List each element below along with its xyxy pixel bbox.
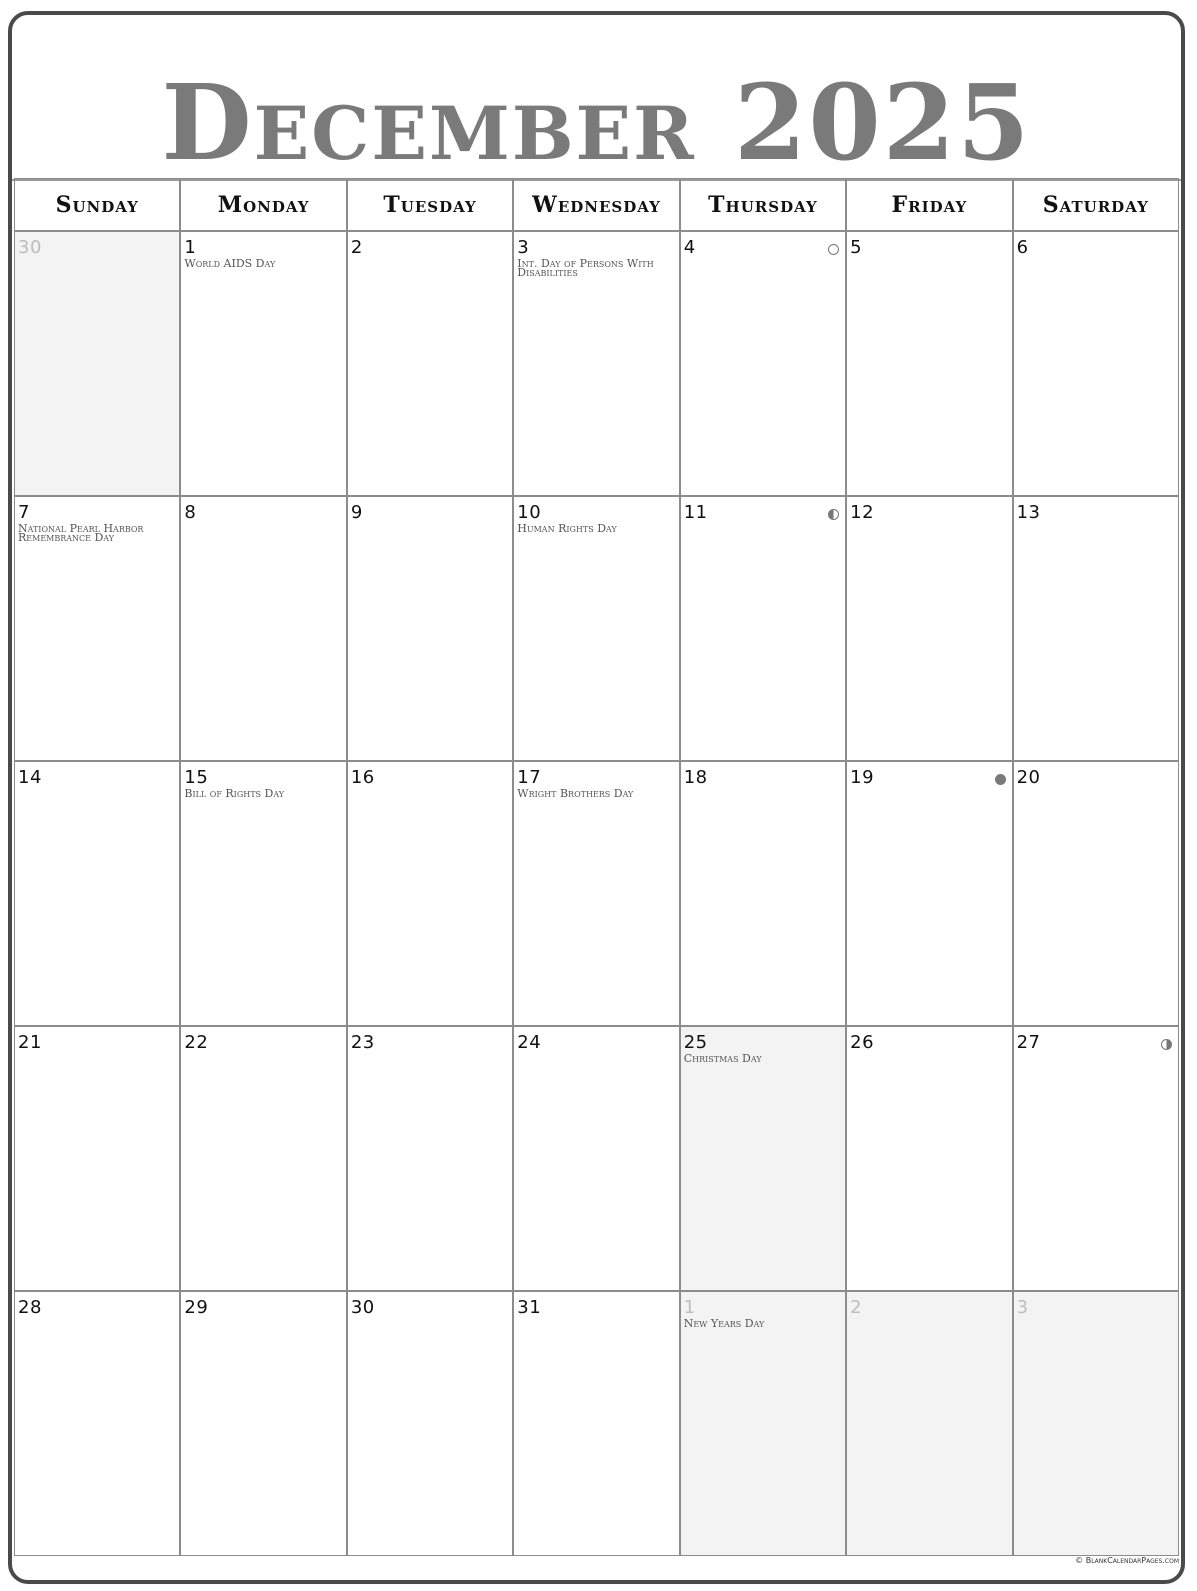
day-number: 5	[850, 237, 863, 258]
day-number: 15	[184, 767, 209, 788]
weekday-header-sunday: Sunday	[14, 178, 180, 231]
day-cell	[14, 1026, 180, 1291]
weekday-header-tuesday: Tuesday	[347, 178, 513, 231]
day-number: 4	[683, 237, 696, 258]
day-cell	[1013, 496, 1179, 761]
day-cell	[347, 496, 513, 761]
day-cell	[1013, 1291, 1179, 1556]
holiday-label: New Years Day	[683, 1317, 765, 1330]
new-moon-icon	[995, 774, 1006, 785]
day-cell	[180, 1291, 346, 1556]
day-number: 3	[517, 237, 530, 258]
full-moon-icon	[828, 244, 839, 255]
day-cell	[846, 761, 1012, 1026]
holiday-label: Bill of Rights Day	[184, 787, 285, 800]
weekday-header-wednesday: Wednesday	[513, 178, 679, 231]
day-cell	[180, 496, 346, 761]
day-number: 19	[850, 767, 875, 788]
day-number: 21	[18, 1032, 42, 1053]
day-cell	[513, 1026, 679, 1291]
day-number: 30	[350, 1297, 375, 1318]
day-cell	[180, 761, 346, 1026]
site-credit: © BlankCalendarPages.com	[1075, 1556, 1179, 1565]
day-number: 22	[184, 1032, 209, 1053]
day-number: 13	[1016, 502, 1041, 523]
day-cell	[680, 231, 846, 496]
day-number: 11	[683, 502, 708, 523]
last-quarter-moon-icon	[828, 509, 839, 520]
day-cell	[347, 1026, 513, 1291]
day-cell	[347, 761, 513, 1026]
day-cell	[846, 231, 1012, 496]
day-number: 28	[18, 1297, 42, 1318]
day-number: 31	[517, 1297, 542, 1318]
day-cell	[846, 1291, 1012, 1556]
day-cell	[347, 231, 513, 496]
day-cell	[1013, 231, 1179, 496]
holiday-label: Christmas Day	[683, 1052, 762, 1065]
calendar-grid	[14, 178, 1179, 1556]
weekday-header-friday: Friday	[846, 178, 1012, 231]
day-cell	[14, 496, 180, 761]
day-number: 1	[683, 1297, 696, 1318]
day-cell	[513, 496, 679, 761]
holiday-label: Human Rights Day	[517, 522, 617, 535]
day-number: 29	[184, 1297, 209, 1318]
weekday-header-saturday: Saturday	[1013, 178, 1179, 231]
day-number: 3	[1016, 1297, 1029, 1318]
day-cell	[180, 231, 346, 496]
day-cell	[347, 1291, 513, 1556]
day-number: 2	[850, 1297, 863, 1318]
day-number: 26	[850, 1032, 875, 1053]
day-number: 30	[18, 237, 42, 258]
day-cell	[846, 1026, 1012, 1291]
day-number: 6	[1016, 237, 1029, 258]
first-quarter-moon-icon	[1161, 1039, 1172, 1050]
day-cell	[513, 1291, 679, 1556]
day-cell	[513, 231, 679, 496]
day-number: 27	[1016, 1032, 1041, 1053]
day-number: 24	[517, 1032, 542, 1053]
weekday-header-thursday: Thursday	[680, 178, 846, 231]
day-number: 7	[18, 502, 30, 523]
day-cell	[846, 496, 1012, 761]
holiday-label: Int. Day of Persons With Disabilities	[517, 257, 654, 279]
day-cell	[680, 761, 846, 1026]
day-number: 17	[517, 767, 542, 788]
day-number: 23	[350, 1032, 375, 1053]
day-number: 20	[1016, 767, 1041, 788]
day-number: 14	[18, 767, 42, 788]
day-number: 2	[350, 237, 363, 258]
day-cell	[680, 1026, 846, 1291]
day-cell	[180, 1026, 346, 1291]
holiday-label: National Pearl Harbor Remembrance Day	[18, 522, 144, 544]
day-number: 1	[184, 237, 197, 258]
day-cell	[14, 231, 180, 496]
calendar-page	[8, 11, 1185, 1584]
day-cell	[14, 761, 180, 1026]
day-number: 16	[350, 767, 375, 788]
weekday-header-monday: Monday	[180, 178, 346, 231]
day-number: 10	[517, 502, 542, 523]
day-cell	[1013, 1026, 1179, 1291]
calendar-title: December 2025	[161, 61, 1032, 184]
day-cell	[14, 1291, 180, 1556]
day-number: 12	[850, 502, 875, 523]
day-number: 8	[184, 502, 197, 523]
day-cell	[680, 496, 846, 761]
day-number: 18	[683, 767, 708, 788]
holiday-label: World AIDS Day	[184, 257, 276, 270]
day-number: 9	[350, 502, 363, 523]
holiday-label: Wright Brothers Day	[517, 787, 634, 800]
day-cell	[513, 761, 679, 1026]
day-cell	[1013, 761, 1179, 1026]
day-number: 25	[683, 1032, 708, 1053]
day-cell	[680, 1291, 846, 1556]
